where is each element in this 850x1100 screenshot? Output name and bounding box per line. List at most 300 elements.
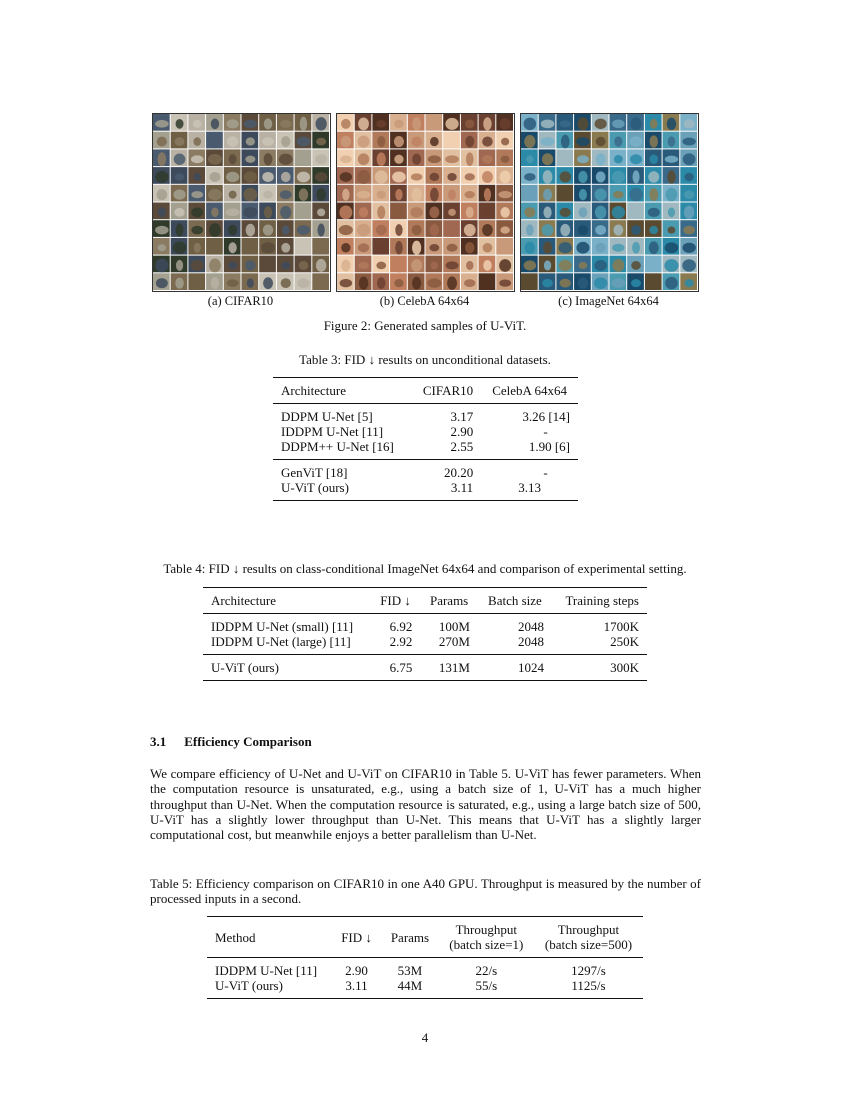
sample-tile-subject [482, 209, 492, 217]
sample-tile-subject [247, 278, 254, 288]
sample-tile-subject [577, 155, 589, 163]
table-row [207, 958, 643, 979]
table-cell: 22/s [439, 958, 534, 979]
sample-tile-subject [246, 137, 255, 145]
table-cell: 3.11 [410, 480, 481, 501]
section-paragraph: We compare efficiency of U-Net and U-ViT on CIFAR10 in Table 5. U-ViT has fewer parameters. When the computation resource is unsaturated, e.g., using a batch size of 1, U-ViT has a much higher throughput than U-Net. When the computation resource is saturated, e.g., using a large batch size of 500, U-ViT has a slightly lower throughput than U-Net. This means that U-ViT has a slightly larger computational cost, but meanwhile enjoys a better parallelism than U-Net. [150, 766, 701, 843]
sample-tile-subject [526, 224, 534, 235]
sample-tile-subject [448, 189, 456, 200]
sample-tile-subject [684, 206, 695, 219]
table4-header-fid: FID ↓ [371, 588, 421, 614]
sample-tile-subject [194, 243, 201, 253]
sample-tile-subject [281, 172, 291, 182]
sample-tile-subject [430, 173, 440, 181]
sample-tile-subject [466, 207, 474, 218]
sample-tile-subject [649, 241, 659, 254]
table3 [273, 377, 578, 501]
sample-tile-subject [394, 279, 403, 287]
table-cell: - [481, 460, 578, 481]
sample-tile-subject [191, 279, 204, 286]
sample-tile-subject [682, 138, 695, 146]
sample-tile-subject [612, 259, 624, 272]
figure-panel-imagenet [520, 113, 699, 292]
sample-tile-subject [193, 120, 202, 128]
sample-tile-subject [300, 154, 308, 164]
sample-tile-subject [543, 170, 553, 184]
sample-tile-subject [685, 279, 694, 287]
figure-panel-cifar10 [152, 113, 331, 292]
sample-tile-subject [542, 153, 553, 165]
sample-tile-subject [499, 259, 511, 272]
table-cell: 2.55 [450, 439, 474, 454]
sample-tile-subject [156, 278, 168, 288]
table-cell: 1297/s [534, 958, 643, 979]
sample-tile-subject [541, 119, 555, 128]
sample-tile-subject [579, 262, 587, 269]
table-cell: IDDPM U-Net [11] [207, 958, 332, 979]
sample-tile-subject [542, 279, 553, 287]
sample-tile-subject [341, 136, 352, 147]
table-cell: 1700K [552, 614, 647, 635]
sample-tile-subject [630, 136, 643, 147]
sample-tile-subject [683, 153, 696, 165]
sample-tile-subject [543, 189, 552, 201]
subcaption-imagenet: (c) ImageNet 64x64 [558, 294, 659, 308]
table3-header-celeba: CelebA 64x64 [481, 378, 578, 404]
sample-tile-subject [175, 137, 185, 146]
sample-tile-subject [281, 136, 290, 147]
sample-tile-subject [374, 242, 388, 253]
sample-tile-subject [229, 191, 237, 199]
sample-tile-subject [299, 261, 309, 270]
sample-tile-subject [611, 278, 625, 288]
sample-tile-subject [430, 224, 440, 236]
sample-tile-subject [158, 207, 166, 217]
sample-tile-subject [316, 188, 326, 201]
table5-header-throughput-bs1 [439, 917, 534, 958]
sample-tile-subject [613, 191, 623, 198]
table-cell: DDPM U-Net [5] [273, 404, 410, 425]
sample-tile-subject [524, 188, 535, 200]
table-cell: 2.90 [450, 424, 474, 439]
sample-tile-subject [483, 260, 491, 271]
table-cell: 2048 [517, 634, 544, 649]
sample-tile-subject [633, 170, 640, 183]
sample-tile-subject [683, 226, 695, 235]
sample-tile-subject [482, 136, 493, 146]
sample-tile-subject [176, 223, 184, 236]
sample-tile-subject [464, 279, 475, 287]
sample-tile-subject [158, 152, 167, 166]
sample-tile-subject [377, 277, 386, 289]
table-cell: IDDPM U-Net [11] [281, 424, 384, 439]
table-row [203, 614, 647, 635]
sample-tile-subject [209, 223, 221, 237]
sample-tile-subject [578, 225, 588, 235]
sample-tile-subject [208, 189, 222, 200]
sample-tile-subject [542, 224, 554, 236]
sample-tile-subject [484, 188, 491, 201]
sample-tile-subject [245, 260, 256, 270]
sample-tile-subject [560, 224, 570, 236]
sample-tile-subject [392, 258, 406, 272]
sample-tile-subject [576, 242, 589, 254]
sample-tile-subject [410, 207, 423, 217]
table4-caption: Table 4: FID ↓ results on class-conditional ImageNet 64x64 and comparison of experimental setting. [163, 561, 687, 576]
section-heading [150, 734, 312, 750]
sample-tile-subject [629, 208, 643, 218]
sample-tile-subject [524, 118, 537, 131]
sample-tile-subject [340, 156, 352, 163]
sample-tile-subject [175, 278, 184, 289]
sample-tile-subject [341, 119, 351, 129]
sample-tile-subject [359, 207, 368, 217]
sample-tile-subject [297, 244, 310, 252]
sample-tile-subject [412, 154, 421, 165]
sample-tile-subject [227, 136, 238, 147]
sample-tile-subject [412, 241, 421, 255]
sample-tile-subject [208, 135, 222, 148]
sample-tile-subject [500, 242, 510, 253]
sample-tile-subject [612, 244, 624, 252]
sample-tile-subject [359, 277, 369, 290]
table-cell: GenViT [18] [273, 460, 410, 481]
sample-tile-subject [229, 242, 237, 253]
sample-tile-subject [261, 242, 275, 253]
sample-tile-subject [447, 244, 458, 252]
sample-tile-subject [226, 209, 240, 217]
sample-tile-subject [279, 154, 293, 165]
sample-tile-subject [560, 208, 571, 217]
sample-tile-subject [357, 224, 370, 237]
sample-tile-subject [263, 262, 272, 269]
sample-tile-subject [281, 278, 291, 288]
sample-tile-subject [394, 136, 404, 147]
sample-tile-subject [667, 170, 675, 183]
sample-tile-subject [559, 260, 572, 271]
sample-tile-subject [632, 242, 640, 254]
section-number: 3.1 [150, 734, 167, 749]
subcaption-cifar10: (a) CIFAR10 [207, 294, 274, 308]
sample-tile-subject [377, 191, 386, 199]
table-row [273, 439, 578, 460]
sample-tile-subject [411, 137, 422, 147]
sample-tile-subject [501, 138, 509, 146]
table5-header-method: Method [207, 917, 332, 958]
sample-tile-subject [174, 208, 184, 217]
sample-tile-subject [427, 278, 441, 288]
sample-tile-subject [376, 120, 386, 128]
sample-tile-subject [558, 190, 572, 200]
sample-tile-subject [411, 173, 422, 180]
sample-tile-subject [665, 242, 679, 253]
sample-tile-subject [155, 171, 168, 183]
sample-tile-subject [666, 188, 678, 202]
sample-tile-subject [430, 120, 439, 129]
figure-caption: Figure 2: Generated samples of U-ViT. [323, 318, 527, 333]
sample-tile-subject [429, 207, 439, 219]
sample-tile-subject [579, 189, 587, 200]
sample-tile-subject [650, 155, 658, 164]
sample-tile-subject [173, 190, 185, 200]
sample-tile-subject [446, 261, 459, 269]
sample-tile-subject [411, 259, 422, 272]
sample-tile-subject [594, 260, 607, 271]
sample-tile-subject [262, 172, 274, 182]
sample-tile-subject [596, 171, 606, 182]
sample-tile-subject [342, 189, 349, 201]
sample-tile-subject [297, 225, 310, 235]
sample-tile-subject [228, 225, 237, 236]
sample-tile-subject [280, 206, 291, 219]
sample-tile-subject [499, 279, 511, 286]
table-cell: U-ViT (ours) [207, 978, 332, 999]
sample-tile-subject [466, 152, 474, 166]
sample-tile-subject [430, 137, 439, 146]
sample-tile-subject [317, 276, 324, 290]
sample-tile-subject [243, 207, 257, 218]
sample-tile-subject [648, 277, 660, 290]
sample-tile-subject [211, 208, 218, 218]
sample-tile-subject [500, 207, 509, 218]
table4-header-training-steps: Training steps [552, 588, 647, 614]
table-cell: 2048 [478, 614, 552, 635]
sample-tile-subject [561, 135, 570, 149]
sample-tile-subject [650, 135, 658, 147]
sample-tile-subject [191, 226, 203, 235]
sample-tile-subject [412, 117, 421, 130]
sample-tile-subject [446, 135, 458, 148]
sample-tile-subject [211, 277, 219, 289]
sample-tile-subject [191, 155, 204, 163]
sample-tile-subject [445, 155, 459, 163]
table-row [273, 424, 578, 439]
sample-tile-subject [630, 117, 641, 130]
sample-tile-subject [358, 262, 369, 269]
sample-tile-subject [339, 225, 353, 235]
table-row [273, 480, 578, 501]
sample-tile-subject [229, 154, 237, 164]
sample-tile-subject [357, 191, 371, 199]
sample-tile-subject [595, 225, 606, 235]
sample-tile-subject [228, 262, 237, 269]
sample-tile-subject [465, 191, 475, 198]
sample-tile-subject [155, 120, 169, 128]
sample-grid-imagenet [521, 114, 698, 291]
sample-tile-subject [668, 226, 676, 233]
table5 [207, 916, 643, 999]
sample-tile-subject [341, 243, 350, 253]
sample-grid-celeba [337, 114, 514, 291]
sample-tile-subject [524, 173, 535, 181]
table3-header-cifar10: CIFAR10 [410, 378, 481, 404]
sample-tile-subject [684, 190, 694, 199]
sample-tile-subject [526, 155, 534, 163]
sample-tile-subject [483, 243, 493, 252]
table-cell: 3.26 [14] [481, 404, 578, 425]
sample-tile-subject [317, 224, 324, 237]
table-row [273, 460, 578, 481]
sample-tile-subject [482, 224, 493, 236]
sample-tile-subject [395, 189, 402, 200]
sample-tile-subject [358, 135, 370, 147]
sample-tile-subject [500, 118, 511, 129]
sample-tile-subject [281, 262, 290, 270]
sample-tile-subject [155, 226, 169, 235]
table-cell: 131M [420, 655, 478, 681]
sample-tile-subject [650, 119, 658, 129]
sample-tile-subject [429, 244, 439, 251]
sample-tile-subject [299, 188, 309, 201]
sample-tile-subject [630, 154, 642, 164]
table-cell: 1024 [478, 655, 552, 681]
sample-tile-subject [431, 261, 439, 269]
sample-tile-subject [500, 226, 510, 233]
table3-caption: Table 3: FID ↓ results on unconditional datasets. [299, 352, 551, 367]
sample-tile-subject [394, 155, 403, 164]
sample-tile-subject [358, 117, 369, 130]
sample-tile-subject [559, 242, 572, 253]
table-cell: U-ViT (ours) [273, 480, 410, 501]
sample-tile-subject [392, 171, 406, 182]
sample-tile-subject [629, 188, 642, 201]
sample-tile-subject [357, 170, 370, 184]
table-cell: 6.92 [371, 614, 421, 635]
sample-tile-subject [631, 225, 641, 235]
table4-header-params: Params [420, 588, 478, 614]
sample-tile-subject [297, 278, 309, 288]
table-cell: 1125/s [534, 978, 643, 999]
sample-tile-subject [524, 135, 535, 148]
sample-tile-subject [614, 136, 622, 146]
sample-tile-subject [648, 171, 659, 182]
sample-tile-subject [578, 277, 588, 288]
sample-tile-subject [682, 259, 696, 271]
sample-tile-subject [543, 207, 551, 219]
table-cell: 100M [420, 614, 478, 635]
sample-tile-subject [211, 119, 219, 130]
sample-tile-subject [596, 137, 606, 147]
sample-tile-subject [316, 117, 327, 130]
sample-tile-subject [648, 208, 660, 217]
sample-tile-subject [649, 188, 658, 201]
page-number: 4 [421, 1030, 429, 1045]
sample-tile-subject [664, 259, 678, 272]
sample-tile-subject [263, 225, 273, 236]
sample-tile-subject [395, 224, 402, 236]
sample-tile-subject [579, 207, 588, 217]
table-cell: 3.11 [332, 978, 381, 999]
sample-tile-subject [246, 224, 255, 237]
sample-tile-subject [544, 260, 551, 270]
sample-tile-subject [191, 260, 204, 271]
sample-tile-subject [595, 119, 607, 129]
sample-tile-subject [226, 172, 239, 182]
sample-tile-subject [684, 119, 695, 128]
sample-tile-subject [280, 120, 291, 128]
sample-tile-subject [297, 206, 310, 218]
sample-tile-subject [264, 206, 272, 218]
sample-tile-subject [482, 171, 493, 183]
sample-tile-subject [395, 207, 403, 217]
table-cell: 2.90 [332, 958, 381, 979]
sample-tile-subject [524, 260, 536, 270]
sample-tile-subject [227, 279, 239, 286]
sample-tile-subject [209, 259, 221, 273]
sample-tile-subject [193, 137, 201, 146]
sample-tile-subject [244, 120, 257, 128]
sample-tile-subject [227, 119, 239, 128]
sample-tile-subject [209, 172, 220, 182]
table-cell: 44M [381, 978, 438, 999]
table3-header-architecture: Architecture [273, 378, 410, 404]
table-cell: 300K [552, 655, 647, 681]
sample-tile-subject [540, 137, 554, 146]
sample-tile-subject [447, 173, 456, 181]
sample-tile-subject [377, 206, 385, 219]
sample-tile-subject [157, 189, 168, 200]
table-cell: IDDPM U-Net (small) [11] [203, 614, 371, 635]
sample-tile-subject [412, 277, 421, 290]
sample-tile-subject [244, 171, 257, 182]
sample-tile-subject [596, 153, 606, 165]
table-cell: 270M [438, 634, 470, 649]
sample-tile-subject [685, 173, 694, 181]
table5-header-throughput-bs500 [534, 917, 643, 958]
sample-tile-subject [447, 276, 457, 289]
sample-tile-subject [525, 242, 535, 254]
sample-tile-subject [243, 188, 257, 202]
sample-tile-subject [560, 120, 571, 127]
sample-tile-subject [594, 277, 607, 289]
sample-tile-subject [263, 191, 272, 199]
sample-tile-subject [175, 173, 184, 180]
sample-tile-subject [376, 262, 386, 270]
sample-tile-subject [300, 117, 307, 131]
table-cell: - [543, 424, 548, 439]
table-cell: DDPM++ U-Net [16] [281, 439, 394, 454]
sample-tile-subject [262, 137, 274, 146]
sample-tile-subject [377, 136, 385, 147]
sample-tile-subject [524, 207, 535, 217]
sample-tile-subject [412, 225, 422, 235]
sample-tile-subject [668, 136, 675, 146]
table-row [203, 634, 647, 655]
sample-tile-subject [448, 209, 456, 216]
table-row [207, 978, 643, 999]
sample-tile-subject [612, 120, 625, 129]
sample-tile-subject [394, 120, 404, 128]
sample-tile-subject [158, 244, 166, 251]
sample-tile-subject [466, 261, 473, 270]
sample-tile-subject [464, 224, 476, 236]
figure-panel-celeba [336, 113, 515, 292]
sample-tile-subject [317, 209, 325, 217]
sample-tile-subject [155, 258, 168, 272]
sample-tile-subject [665, 277, 678, 289]
table-cell: 250K [610, 634, 639, 649]
table-row [203, 655, 647, 681]
table-cell: 6.75 [371, 655, 421, 681]
sample-tile-subject [297, 137, 311, 147]
table5-header-fid: FID ↓ [332, 917, 381, 958]
sample-tile-subject [578, 171, 587, 183]
sample-tile-subject [465, 242, 474, 253]
sample-tile-subject [613, 224, 623, 235]
sample-tile-subject [341, 259, 350, 271]
table-cell: 20.20 [410, 460, 481, 481]
table-cell: 1.90 [6] [528, 439, 570, 454]
